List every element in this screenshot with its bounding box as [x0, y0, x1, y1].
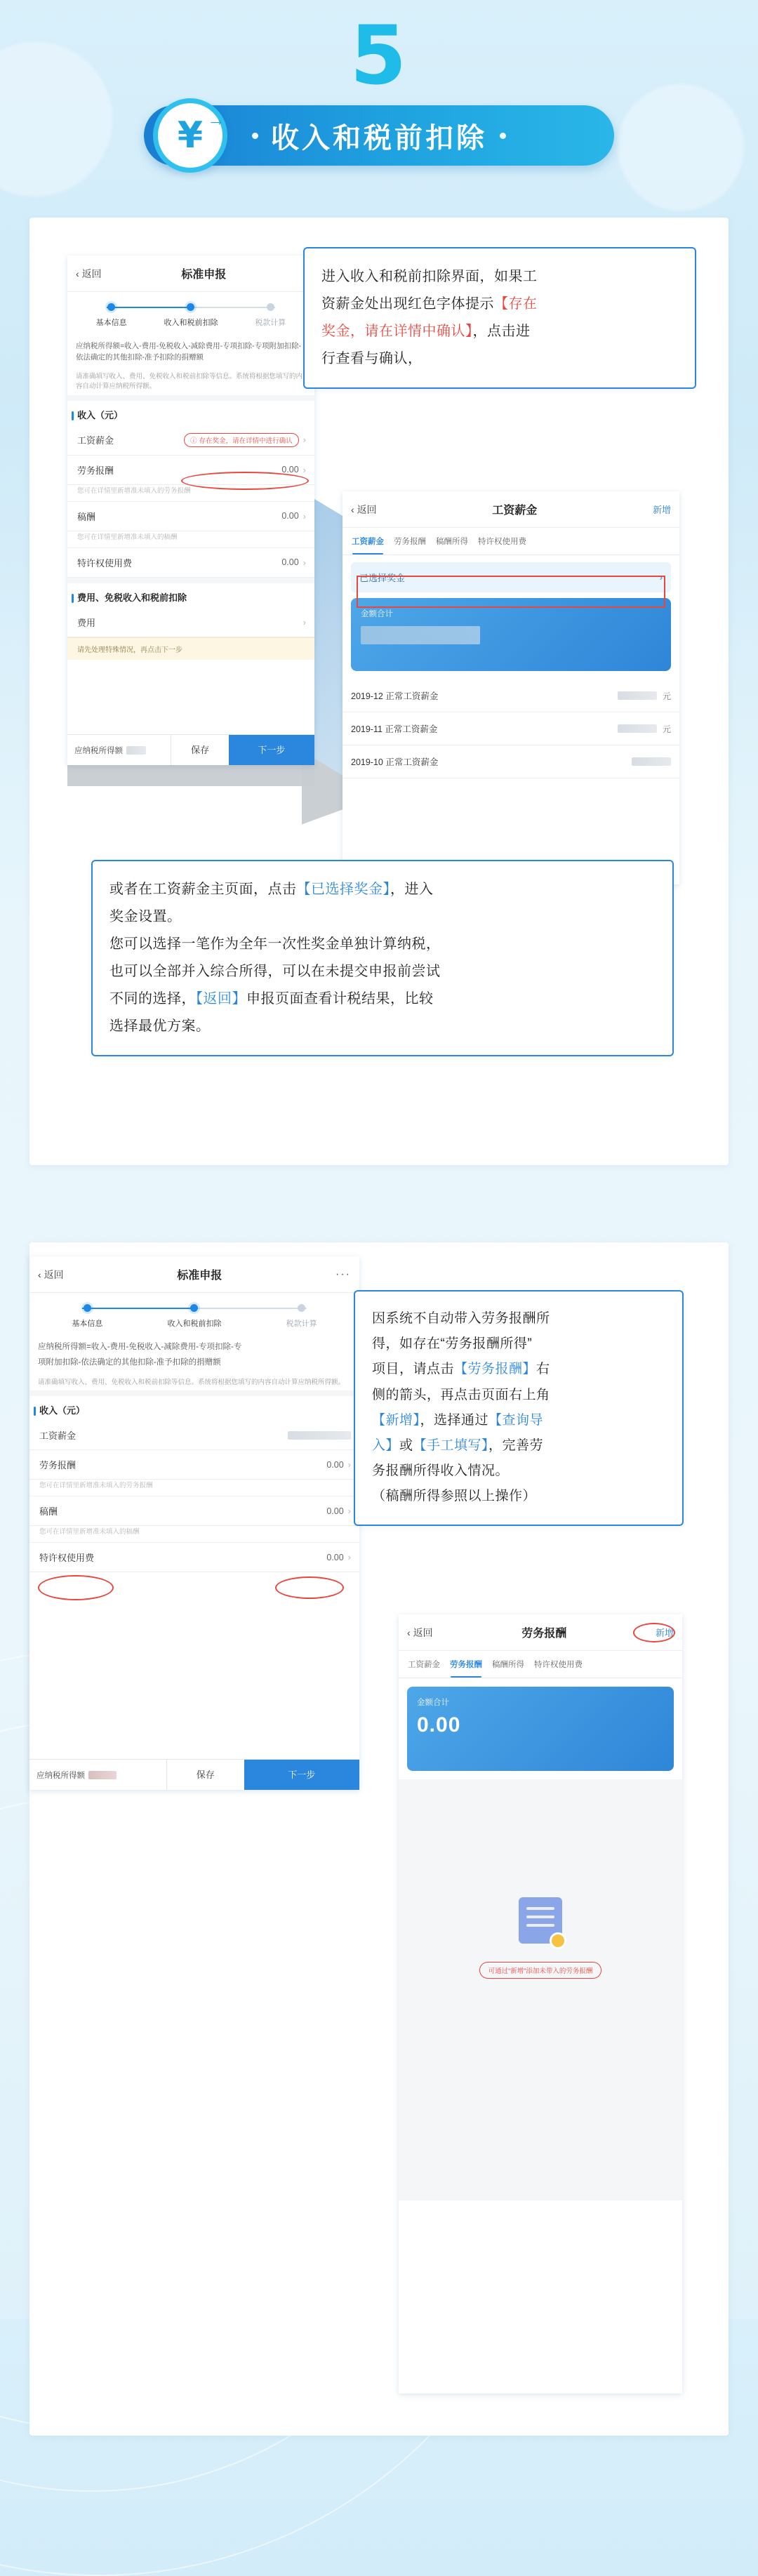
back-button[interactable]: ‹ 返回 — [351, 503, 377, 515]
next-step-button[interactable]: 下一步 — [229, 735, 314, 765]
row-label: 特许权使用费 — [77, 557, 133, 569]
bullet-dot-right — [500, 133, 506, 139]
list-item[interactable] — [343, 679, 679, 712]
phone4-navbar — [399, 1614, 682, 1651]
tab-salary[interactable]: 工资薪金 — [408, 1661, 440, 1669]
step-number: 5 — [350, 8, 408, 103]
step-dot — [190, 1304, 198, 1312]
bullet-dot-left — [252, 133, 258, 139]
row-label: 特许权使用费 — [39, 1553, 95, 1564]
save-button[interactable]: 保存 — [166, 1760, 244, 1790]
chevron-right-icon[interactable]: › — [347, 1552, 351, 1563]
step-label: 收入和税前扣除 — [167, 1320, 222, 1328]
taxable-amount-label: 应纳税所得额 — [29, 1770, 166, 1781]
step-basic-info[interactable] — [34, 1304, 140, 1329]
total-amount-value: 0.00 — [417, 1713, 461, 1737]
unit-label: 元 — [662, 724, 671, 734]
row-salary[interactable] — [67, 425, 314, 456]
row-author-remuneration[interactable] — [67, 502, 314, 531]
phone1-note: 请准确填写收入、费用、免税收入和税前扣除等信息。系统将根据您填写的内容自动计算应纳税所得额。 — [76, 372, 303, 391]
next-step-button[interactable]: 下一步 — [244, 1760, 359, 1790]
chevron-right-icon: › — [302, 557, 306, 568]
step-label: 基本信息 — [72, 1320, 103, 1328]
callout2-line3: 您可以选择一笔作为全年一次性奖金单独计算纳税， — [109, 936, 441, 952]
total-amount-label: 金额合计 — [361, 610, 393, 618]
add-button[interactable]: 新增 — [655, 1628, 674, 1638]
phone-screen-declaration-2 — [29, 1256, 359, 1790]
phone-screen-salary — [343, 491, 679, 884]
callout1-line4: 行查看与确认， — [321, 351, 423, 366]
row-value — [326, 1459, 351, 1470]
row-value — [326, 1506, 351, 1516]
chevron-right-icon: › — [302, 464, 306, 475]
phone2-title: 工资薪金 — [492, 505, 538, 517]
more-options-icon[interactable]: ··· — [335, 1268, 351, 1280]
row-label: 工资薪金 — [77, 435, 114, 446]
phone3-stepper — [29, 1293, 359, 1336]
step-income-deduction[interactable] — [141, 1304, 247, 1329]
step-dot — [187, 303, 194, 311]
callout-step2 — [91, 860, 674, 1056]
step-label: 基本信息 — [95, 319, 127, 327]
step-dot — [107, 303, 115, 311]
row-value — [184, 433, 306, 447]
phone1-deduction-section-title: 费用、免税收入和税前扣除 — [67, 578, 314, 608]
row-value — [281, 557, 306, 568]
masked-amount — [88, 1771, 117, 1779]
step-label: 税款计算 — [286, 1320, 317, 1328]
save-button[interactable]: 保存 — [171, 735, 228, 765]
phone4-title: 劳务报酬 — [521, 1628, 567, 1640]
tab-royalty[interactable]: 特许权使用费 — [534, 1661, 583, 1669]
back-button[interactable]: ‹ 返回 — [407, 1626, 433, 1638]
step-dot — [267, 303, 274, 311]
step-basic-info[interactable] — [72, 303, 151, 328]
row-labor-remuneration[interactable] — [67, 456, 314, 485]
taxable-amount-label: 应纳税所得额 — [67, 745, 171, 756]
chevron-right-icon: › — [302, 616, 306, 628]
row-labor-remuneration[interactable] — [29, 1450, 359, 1480]
bonus-warning-text: 存在奖金，请在详情中进行确认 — [199, 437, 293, 445]
row-label: 劳务报酬 — [77, 465, 114, 476]
total-amount-label: 金额合计 — [417, 1699, 449, 1707]
callout-step1 — [303, 247, 696, 389]
callout3-line6: 入】或【手工填写】，完善劳 — [372, 1438, 544, 1453]
chevron-right-icon: › — [302, 434, 306, 446]
callout2-line4: 也可以全部并入综合所得，可以在未提交申报前尝试 — [109, 964, 441, 979]
callout3-line8: （稿酬所得参照以上操作） — [372, 1489, 537, 1504]
phone3-formula: 应纳税所得额=收入-费用-免税收入-减除费用-专项扣除-专 — [38, 1343, 242, 1351]
phone4-empty-state — [399, 1779, 682, 2200]
masked-amount — [618, 724, 657, 733]
total-amount-card — [407, 1687, 674, 1771]
callout-step3 — [354, 1290, 684, 1526]
step-tax-calc[interactable] — [248, 1304, 354, 1329]
masked-amount — [126, 746, 146, 755]
coin-shape — [550, 1932, 566, 1949]
row-amount: 0.00 — [326, 1459, 344, 1470]
chevron-right-icon[interactable]: › — [347, 1459, 351, 1470]
callout3-line3: 项目，请点击【劳务报酬】右 — [372, 1362, 550, 1377]
masked-amount — [632, 757, 671, 766]
selected-bonus-label: 已选择奖金 — [359, 573, 406, 583]
list-item[interactable] — [343, 745, 679, 778]
tab-author[interactable]: 稿酬所得 — [436, 538, 468, 546]
tab-royalty[interactable]: 特许权使用费 — [478, 538, 526, 546]
empty-state-hint: 可通过“新增”添加未带入的劳务报酬 — [479, 1962, 602, 1979]
back-button[interactable]: ‹ 返回 — [76, 267, 102, 279]
unit-label: 元 — [662, 691, 671, 701]
page-title: 收入和税前扣除 — [271, 122, 487, 154]
list-item-value — [618, 723, 671, 735]
list-item-label: 2019-12 正常工资薪金 — [351, 691, 439, 701]
row-amount: 0.00 — [281, 511, 299, 522]
list-item-value — [632, 757, 671, 766]
row-subtext: 您可在详情里新增准未填入的劳务报酬 — [67, 485, 314, 502]
step-tax-calc[interactable] — [231, 303, 310, 328]
back-button[interactable]: ‹ 返回 — [38, 1268, 64, 1280]
phone2-tabs — [343, 528, 679, 555]
row-royalties[interactable] — [29, 1543, 359, 1572]
phone1-bottom-bar — [67, 734, 314, 765]
masked-amount — [288, 1431, 351, 1440]
list-item-value — [618, 690, 671, 702]
list-item-label: 2019-11 正常工资薪金 — [351, 724, 438, 734]
callout3-line7: 务报酬所得收入情况。 — [372, 1463, 510, 1479]
decorative-flap — [67, 765, 314, 786]
callout2-line6: 选择最优方案。 — [109, 1018, 211, 1034]
row-value — [281, 511, 306, 522]
phone4-tabs — [399, 1651, 682, 1678]
row-label: 费用 — [77, 617, 96, 628]
row-amount: 0.00 — [326, 1506, 344, 1516]
tab-author[interactable]: 稿酬所得 — [492, 1661, 524, 1669]
phone-screen-labor — [399, 1614, 682, 2394]
step-label: 收入和税前扣除 — [164, 319, 218, 327]
chevron-right-icon: › — [302, 510, 306, 522]
row-author-remuneration[interactable] — [29, 1496, 359, 1526]
phone-screen-declaration — [67, 255, 314, 765]
row-amount: 0.00 — [281, 557, 299, 568]
phone1-formula: 应纳税所得额=收入-费用-免税收入-减除费用-专项扣除-专项附加扣除-依法确定的其他扣除-准予扣除的捐赠额 — [76, 342, 302, 362]
masked-total-amount — [361, 626, 480, 644]
row-label: 工资薪金 — [39, 1430, 77, 1442]
callout2-line5: 不同的选择，【返回】申报页面查看计税结果，比较 — [109, 991, 434, 1007]
row-label: 劳务报酬 — [39, 1460, 77, 1471]
row-expense[interactable] — [67, 608, 314, 637]
phone3-navbar — [29, 1256, 359, 1293]
callout3-line1: 因系统不自动带入劳务报酬所 — [372, 1311, 550, 1326]
list-item-label: 2019-10 正常工资薪金 — [351, 757, 439, 767]
empty-document-icon — [510, 1892, 571, 1952]
phone3-bottom-bar — [29, 1759, 359, 1790]
row-subtext: 您可在详情里新增准未填入的劳务报酬 — [29, 1480, 359, 1496]
phone1-title: 标准申报 — [181, 269, 227, 281]
step-label: 税款计算 — [255, 319, 286, 327]
total-amount-card — [351, 598, 671, 671]
phone2-navbar — [343, 491, 679, 528]
arrow-icon: → — [207, 109, 225, 130]
yen-symbol: ¥ — [177, 114, 204, 157]
row-value — [288, 1431, 351, 1440]
selected-bonus-row[interactable] — [351, 562, 671, 592]
masked-amount — [618, 691, 657, 700]
step-dot — [298, 1304, 305, 1312]
row-amount: 0.00 — [326, 1552, 344, 1562]
add-button[interactable]: 新增 — [652, 505, 671, 515]
yen-icon — [153, 98, 227, 173]
tab-labor[interactable]: 劳务报酬 — [394, 538, 426, 546]
tab-salary[interactable]: 工资薪金 — [347, 528, 389, 555]
bonus-warning-badge[interactable] — [184, 433, 299, 447]
callout1-line3: 奖金，请在详情中确认】，点击进 — [321, 324, 531, 339]
row-amount: 0.00 — [281, 465, 299, 475]
callout2-line2: 奖金设置。 — [109, 909, 182, 924]
phone1-income-section-title: 收入（元） — [67, 395, 314, 425]
row-subtext: 您可在详情里新增准未填入的稿酬 — [67, 531, 314, 548]
phone1-navbar — [67, 255, 314, 292]
chevron-right-icon: › — [659, 572, 663, 583]
page-header — [0, 0, 758, 204]
phone3-income-section-title: 收入（元） — [29, 1390, 359, 1421]
row-value — [303, 617, 306, 628]
chevron-right-icon[interactable]: › — [347, 1506, 351, 1517]
phone1-warning-tip: 请先处理特殊情况，再点击下一步 — [67, 637, 314, 660]
row-value — [281, 465, 306, 475]
phone3-note: 请准确填写收入、费用、免税收入和税前扣除等信息。系统将根据您填写的内容自动计算应纳税所得额。 — [38, 1378, 345, 1386]
row-royalties[interactable] — [67, 548, 314, 578]
callout1-line2: 资薪金处出现红色字体提示【存在 — [321, 296, 538, 312]
phone3-formula-2: 项附加扣除-依法确定的其他扣除-准予扣除的捐赠额 — [38, 1357, 221, 1367]
phone3-title: 标准申报 — [177, 1270, 222, 1282]
callout3-line5: 【新增】，选择通过【查询导 — [372, 1412, 544, 1428]
callout3-line4: 侧的箭头，再点击页面右上角 — [372, 1387, 550, 1402]
info-icon: ⓘ — [190, 437, 197, 445]
step-dot — [84, 1304, 91, 1312]
row-label: 稿酬 — [39, 1506, 58, 1518]
callout2-line1: 或者在工资薪金主页面，点击【已选择奖金】，进入 — [109, 882, 434, 897]
callout3-line2: 得，如存在“劳务报酬所得” — [372, 1336, 533, 1352]
row-salary[interactable] — [29, 1421, 359, 1450]
list-item[interactable] — [343, 712, 679, 745]
phone1-stepper — [67, 292, 314, 335]
step-income-deduction[interactable] — [152, 303, 230, 328]
callout1-line1: 进入收入和税前扣除界面，如果工 — [321, 269, 538, 284]
tab-labor[interactable]: 劳务报酬 — [445, 1651, 487, 1678]
row-label: 稿酬 — [77, 511, 96, 522]
row-value — [326, 1552, 351, 1562]
row-subtext: 您可在详情里新增准未填入的稿酬 — [29, 1526, 359, 1543]
